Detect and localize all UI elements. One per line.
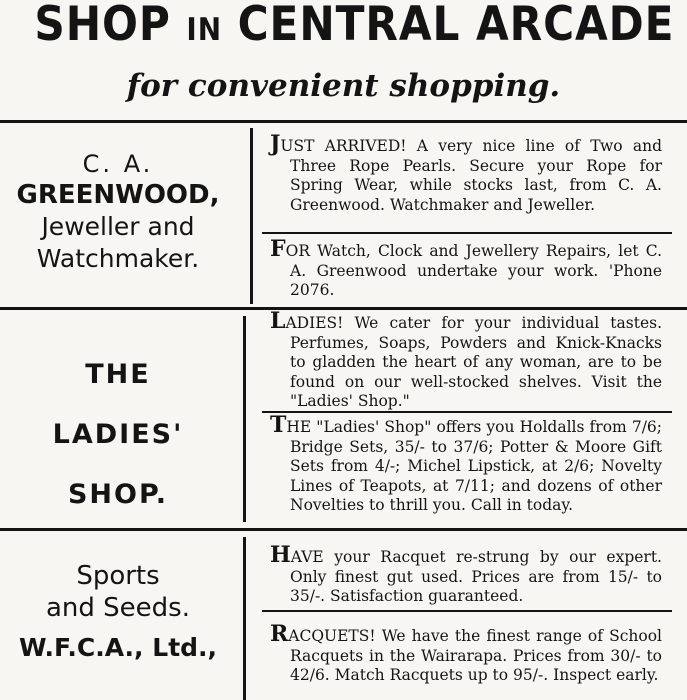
drop-cap: J [270,131,281,157]
column-divider-2 [243,316,246,522]
ad-body: AVE your Racquet re-strung by our expert. Only finest gut used. Prices are from 15/- to 35/-. Satisfaction guaranteed. [290,548,662,605]
shop-name-line: Sports [76,561,160,591]
column-divider-1 [250,128,253,304]
drop-cap: T [270,412,287,438]
ad-divider-1 [262,232,672,234]
subhead: for convenient shopping. [126,68,561,104]
ad-body: HE "Ladies' Shop" offers you Holdalls from 7/6; Bridge Sets, 35/- to 37/6; Potter & Moore Gift Sets from 4/-; Michel Lipstick, at 2/6; Novelty Lines of Teapots, at 7/11; and dozens of other Novelties to thrill you. Call in today. [286,418,662,514]
drop-cap: R [270,621,289,647]
shop-name-line: Jeweller and [41,212,195,241]
drop-cap: H [270,542,291,568]
shop-name-line: SHOP. [67,479,169,510]
ad-body: ADIES! We cater for your individual tastes. Perfumes, Soaps, Powders and Knick-Knacks to gladden the heart of any woman, are to be found on our well-stocked shelves. Visit the "Ladies' Shop." [285,314,662,410]
ad-greenwood-pearls [270,133,662,215]
ad-body: ACQUETS! We have the finest range of School Racquets in the Wairarapa. Prices from 30/- to 42/6. Match Racquets up to 95/-. Inspect early. [288,627,662,684]
drop-cap: L [270,308,286,334]
ad-sports-racquets [270,623,662,686]
headline-shop: SHOP [34,0,171,52]
shop-name-line: C. A. [82,150,154,178]
column-divider-3 [243,537,246,700]
ad-ladies-offers [270,414,662,516]
ad-sports-restring [270,544,662,607]
ad-ladies-tastes [270,310,662,412]
shop-name-line: and Seeds. [46,593,190,623]
headline-in: IN [186,12,222,48]
shop-sports-name [0,560,236,672]
ad-greenwood-repairs [270,238,662,301]
ad-divider-3 [262,610,672,612]
ad-body: UST ARRIVED! A very nice line of Two and Three Rope Pearls. Secure your Rope for Spring Wear, while stocks last, from C. A. Greenwood. Watchmaker and Jeweller. [280,137,662,214]
rule-section-2 [0,528,687,531]
shop-name-line: LADIES' [52,419,184,450]
shop-name-line: Watchmaker. [36,244,200,273]
shop-ladies-name [0,345,236,525]
drop-cap: F [270,236,286,262]
headline-central-arcade: CENTRAL ARCADE [237,0,675,52]
shop-greenwood-name [0,150,236,275]
shop-name-line: THE [85,359,151,390]
ad-body: OR Watch, Clock and Jewellery Repairs, let C. A. Greenwood undertake your work. 'Phone 2076. [285,242,662,299]
shop-name-line: W.F.C.A., Ltd., [18,633,218,662]
headline [34,0,675,55]
shop-name-line: GREENWOOD, [16,180,220,210]
rule-top [0,120,687,123]
